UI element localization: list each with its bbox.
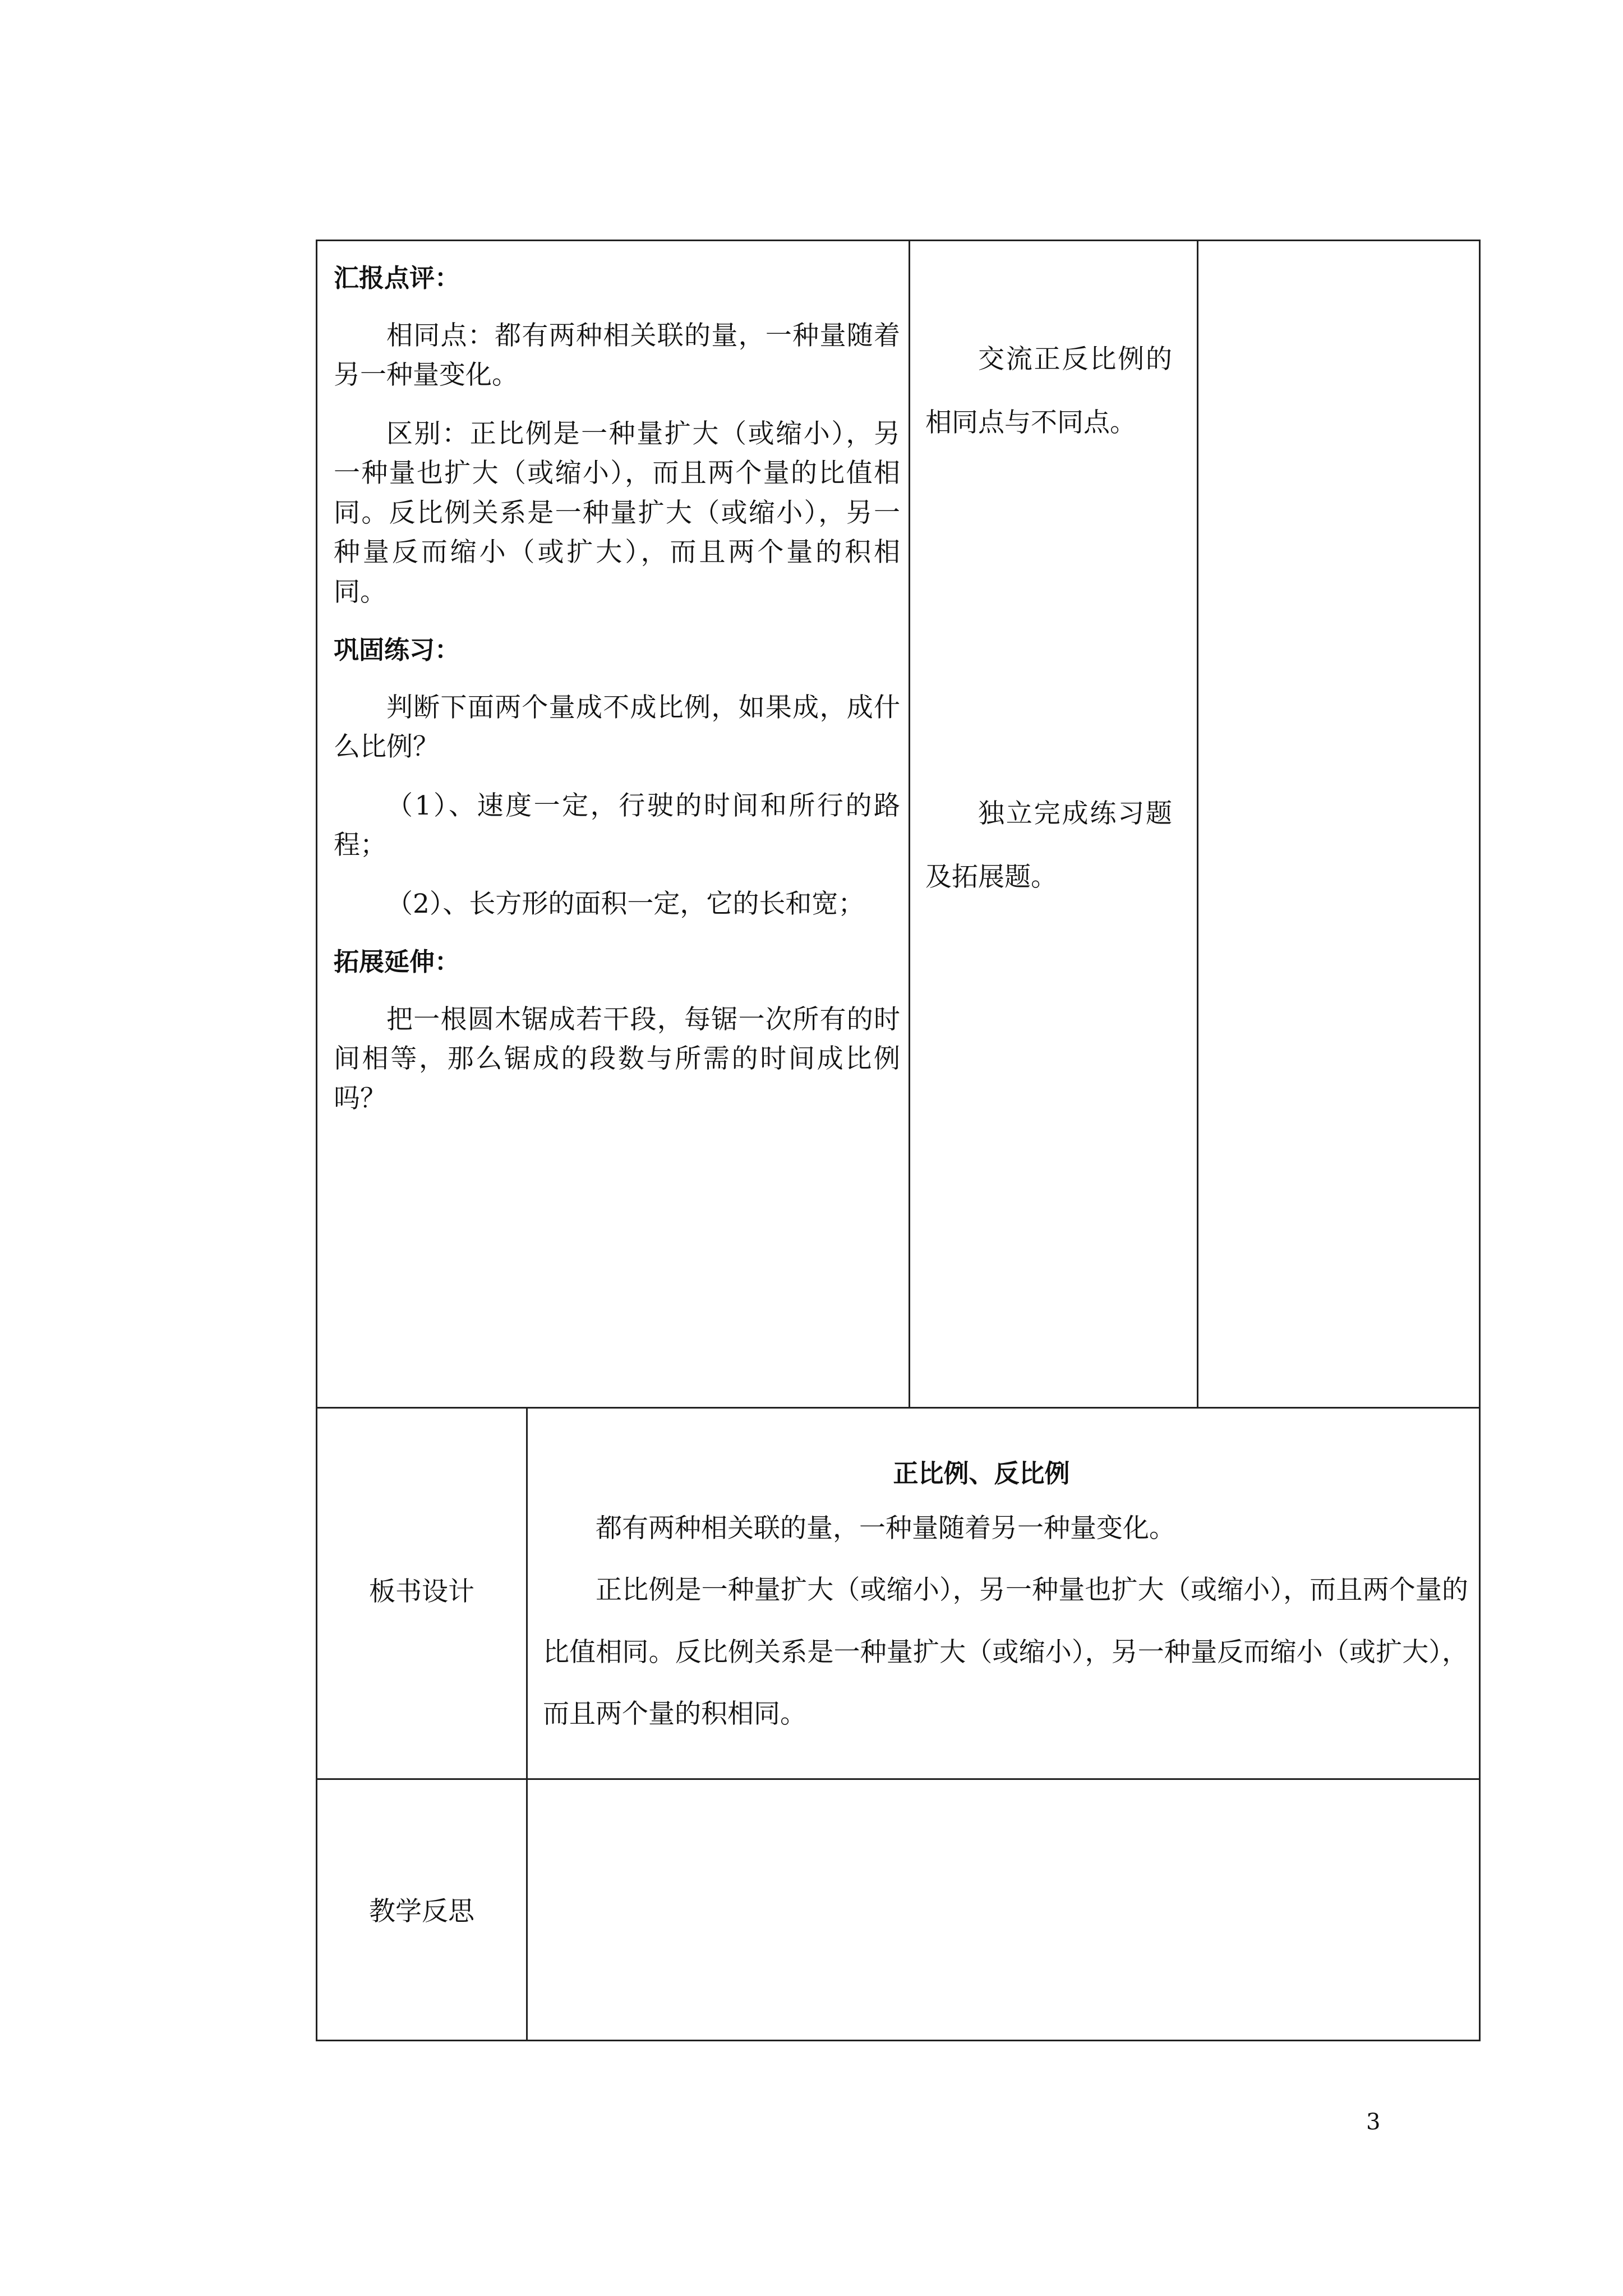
activity-text-2: 独立完成练习题及拓展题。 [925,798,1172,892]
label-column-divider [526,1407,528,2041]
board-design-label: 板书设计 [369,1576,474,1607]
activity-text-1: 交流正反比例的相同点与不同点。 [925,344,1172,438]
difference-paragraph: 区别：正比例是一种量扩大（或缩小），另一种量也扩大（或缩小），而且两个量的比值相同。反比例关系是一种量扩大（或缩小），另一种量反而缩小（或扩大），而且两个量的积相同。 [334,418,900,608]
row-divider-2 [316,1778,1481,1780]
practice-item-2: （2）、长方形的面积一定，它的长和宽； [386,888,865,919]
practice-question: 判断下面两个量成不成比例，如果成，成什么比例？ [334,692,900,762]
student-activity-2 [925,783,1172,909]
board-design-content [543,1498,1468,1746]
student-activity-1 [925,328,1172,455]
page-number: 3 [1366,2109,1381,2135]
similarity-paragraph: 相同点：都有两种相关联的量，一种量随着另一种量变化。 [334,320,900,390]
section-heading-practice: 巩固练习： [334,635,460,665]
board-paragraph-2: 正比例是一种量扩大（或缩小），另一种量也扩大（或缩小），而且两个量的比值相同。反比例关系是一种量扩大（或缩小），另一种量反而缩小（或扩大），而且两个量的积相同。 [543,1575,1468,1730]
column-divider-2 [1197,240,1198,1408]
column-divider-1 [909,240,910,1408]
board-design-title: 正比例、反比例 [893,1458,1070,1488]
board-paragraph-1: 都有两种相关联的量，一种量随着另一种量变化。 [596,1513,1175,1544]
section-heading-extension: 拓展延伸： [334,947,460,977]
teaching-reflection-label: 教学反思 [369,1896,474,1927]
section-heading-report: 汇报点评： [334,263,460,293]
teaching-process-cell [334,259,900,1119]
practice-item-1: （1）、速度一定，行驶的时间和所行的路程； [334,790,900,861]
extension-question: 把一根圆木锯成若干段，每锯一次所有的时间相等，那么锯成的段数与所需的时间成比例吗？ [334,1004,900,1114]
row-divider-1 [316,1407,1481,1409]
